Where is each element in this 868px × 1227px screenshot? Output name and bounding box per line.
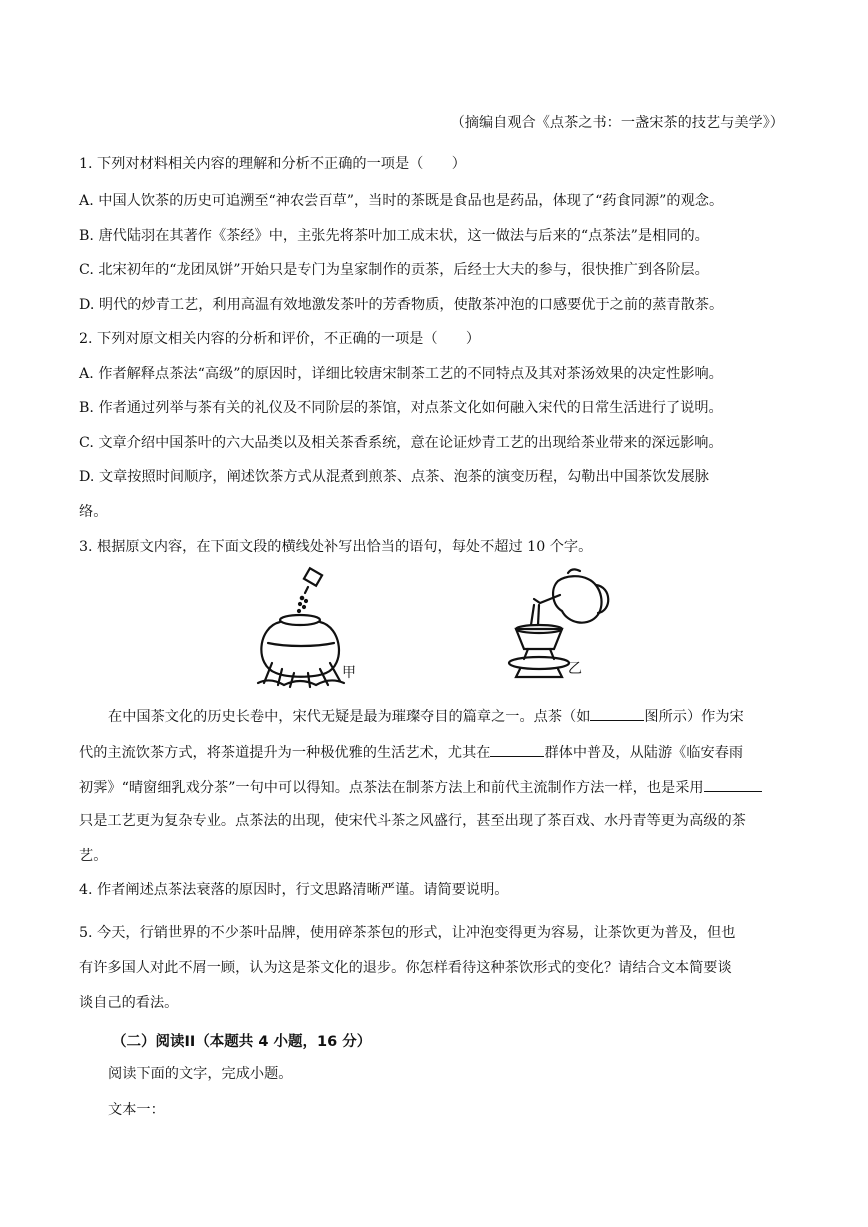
question-2-option-a: A. 作者解释点茶法“高级”的原因时，详细比较唐宋制茶工艺的不同特点及其对茶汤效果的决定性影响。	[79, 366, 723, 382]
passage-text: 代的主流饮茶方式，将茶道提升为一种极优雅的生活艺术，尤其在	[79, 745, 491, 761]
tea-pot-figure-yi	[509, 569, 608, 677]
passage-line-1	[108, 706, 808, 727]
passage-line-4: 只是工艺更为复杂专业。点茶法的出现，使宋代斗茶之风盛行，甚至出现了茶百戏、水丹青等更为高级的茶	[79, 813, 746, 829]
text-one-label: 文本一：	[108, 1102, 165, 1118]
passage-line-5: 艺。	[79, 848, 108, 864]
question-5-line-2: 有许多国人对此不屑一顾，认为这是茶文化的退步。你怎样看待这种茶饮形式的变化？请结合文本简要谈	[79, 960, 732, 976]
answer-blank-2[interactable]	[490, 742, 544, 757]
passage-text: 在中国茶文化的历史长卷中，宋代无疑是最为璀璨夺目的篇章之一。点茶（如	[108, 709, 591, 725]
figure-label-jia: 甲	[342, 665, 356, 681]
answer-blank-3[interactable]	[704, 777, 762, 792]
question-5-line-1: 5. 今天，行销世界的不少茶叶品牌，使用碎茶茶包的形式，让冲泡变得更为容易，让茶饮更为普及，但也	[79, 925, 736, 941]
figure-label-yi: 乙	[568, 661, 582, 677]
passage-line-2	[79, 742, 808, 763]
question-2-option-d-cont: 络。	[79, 504, 108, 520]
question-2-option-d: D. 文章按照时间顺序，阐述饮茶方式从混煮到煎茶、点茶、泡茶的演变历程，勾勒出中国茶饮发展脉	[79, 469, 709, 485]
question-1-stem: 1. 下列对材料相关内容的理解和分析不正确的一项是（ ）	[79, 156, 466, 172]
question-3-stem: 3. 根据原文内容，在下面文段的横线处补写出恰当的语句，每处不超过 10 个字。	[79, 539, 593, 555]
passage-line-3	[79, 777, 808, 798]
source-note: （摘编自观合《点茶之书：一盏宋茶的技艺与美学》）	[450, 115, 784, 131]
tea-illustration-svg	[250, 565, 630, 695]
section-2-instruction: 阅读下面的文字，完成小题。	[108, 1066, 293, 1082]
tea-jar-figure-jia	[258, 568, 344, 687]
passage-text: 图所示）作为宋	[644, 709, 744, 725]
answer-blank-1[interactable]	[590, 706, 644, 721]
passage-text: 初霁》“晴窗细乳戏分茶”一句中可以得知。点茶法在制茶方法上和前代主流制作方法一样，也是采用	[79, 780, 704, 796]
tea-illustration	[250, 565, 630, 695]
question-2-option-b: B. 作者通过列举与茶有关的礼仪及不同阶层的茶馆，对点茶文化如何融入宋代的日常生活进行了说明。	[79, 400, 723, 416]
question-1-option-c: C. 北宋初年的“龙团凤饼”开始只是专门为皇家制作的贡茶，后经士大夫的参与，很快推广到各阶层。	[79, 262, 709, 278]
question-5-line-3: 谈自己的看法。	[79, 995, 179, 1011]
section-2-title: （二）阅读II（本题共 4 小题，16 分）	[112, 1034, 372, 1050]
question-1-option-d: D. 明代的炒青工艺，利用高温有效地激发茶叶的芳香物质，使散茶冲泡的口感要优于之前的蒸青散茶。	[79, 297, 724, 313]
question-2-stem: 2. 下列对原文相关内容的分析和评价，不正确的一项是（ ）	[79, 331, 481, 347]
question-2-option-c: C. 文章介绍中国茶叶的六大品类以及相关茶香系统，意在论证炒青工艺的出现给茶业带来的深远影响。	[79, 435, 723, 451]
question-1-option-a: A. 中国人饮茶的历史可追溯至“神农尝百草”，当时的茶既是食品也是药品，体现了“药食同源”的观念。	[79, 193, 724, 209]
passage-text: 群体中普及，从陆游《临安春雨	[544, 745, 744, 761]
question-1-option-b: B. 唐代陆羽在其著作《茶经》中，主张先将茶叶加工成末状，这一做法与后来的“点茶法”是相同的。	[79, 228, 709, 244]
question-4-stem: 4. 作者阐述点茶法衰落的原因时，行文思路清晰严谨。请简要说明。	[79, 882, 509, 898]
